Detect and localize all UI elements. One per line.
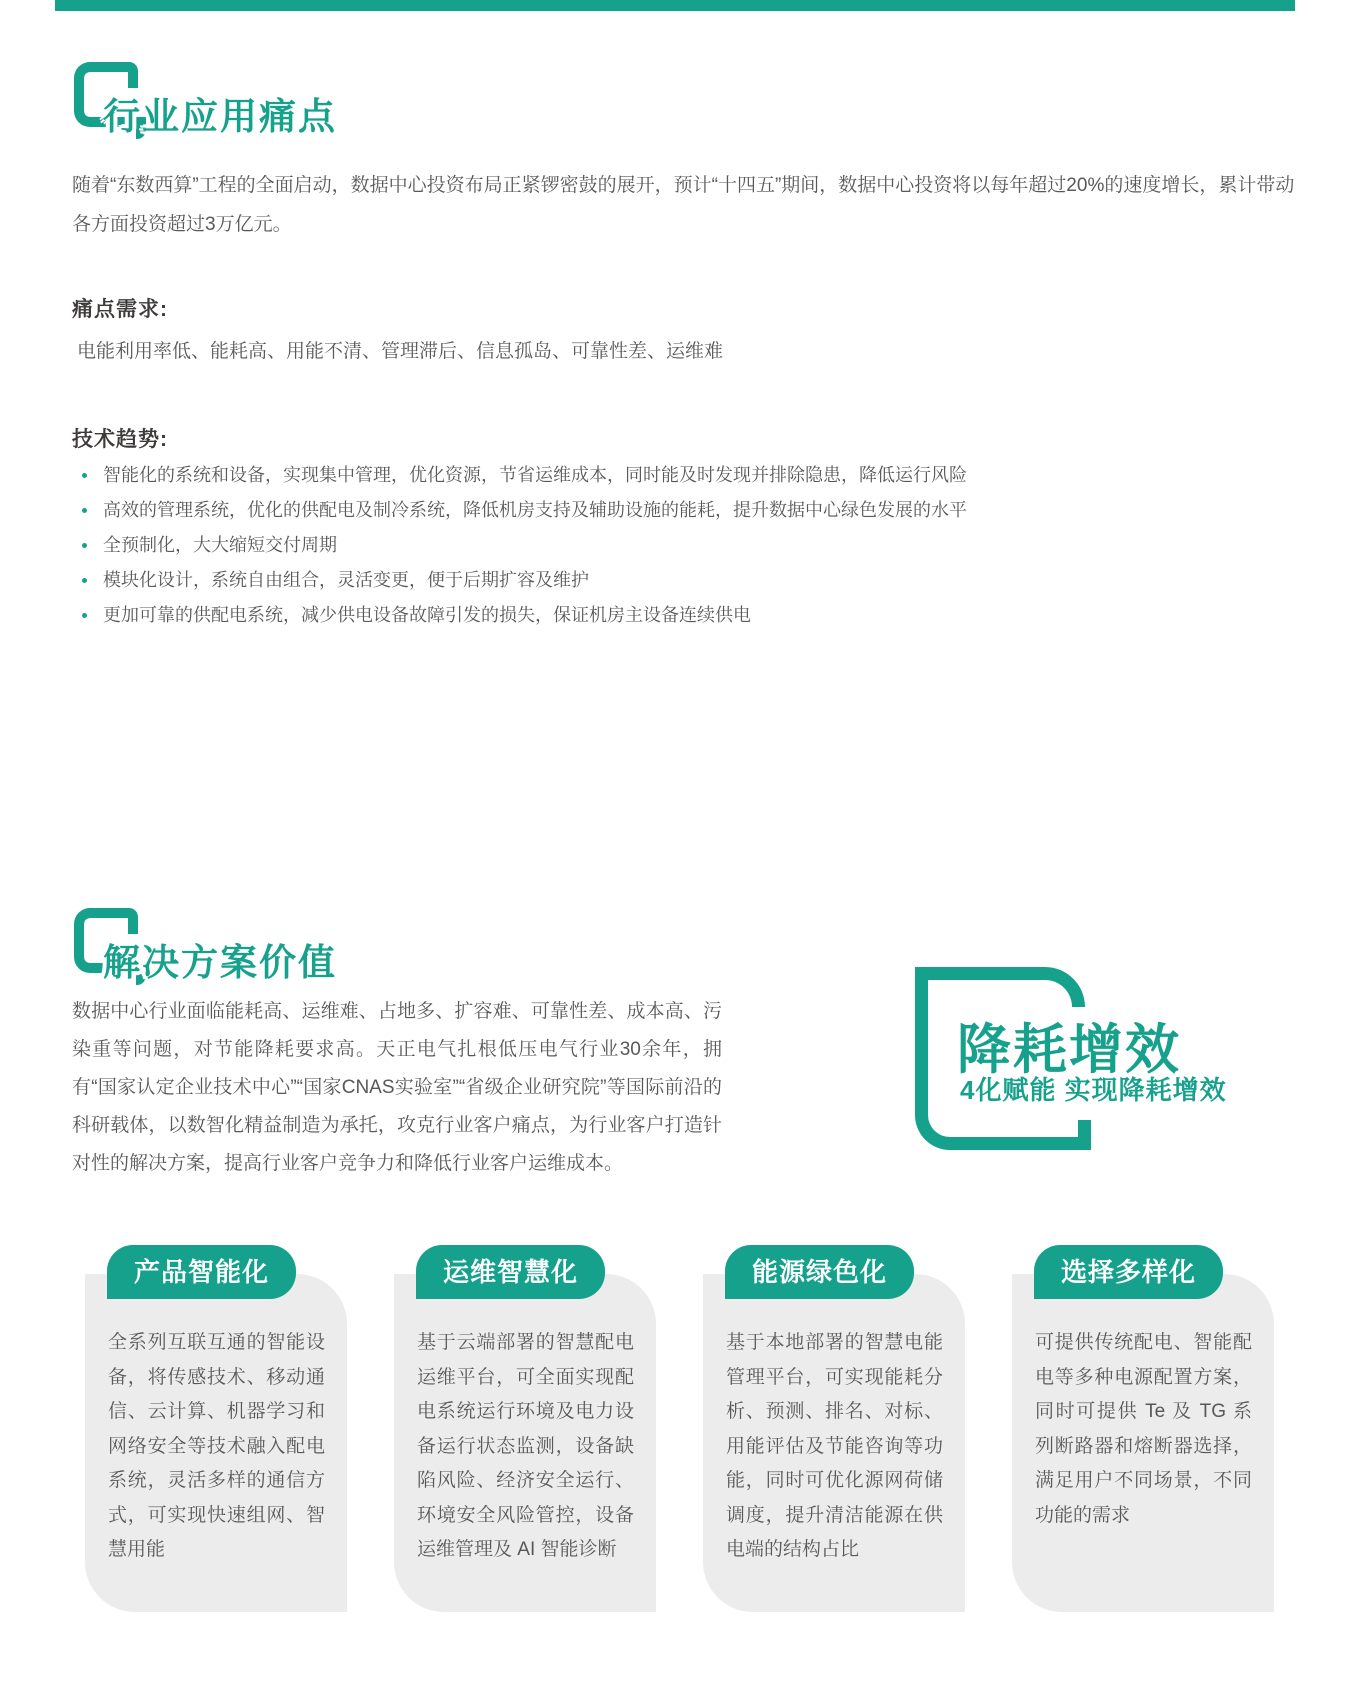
trend-bullet-item — [74, 531, 967, 566]
intro-paragraph: 随着“东数西算”工程的全面启动，数据中心投资布局正紧锣密鼓的展开，预计“十四五”期间，数据中心投资将以每年超过20%的速度增长，累计带动各方面投资超过3万亿元。 — [72, 175, 1295, 235]
card-title-chip: 选择多样化 — [1034, 1245, 1223, 1299]
value-card — [1012, 1245, 1274, 1612]
tech-trend-list — [74, 461, 967, 636]
feature-title: 降耗增效 — [957, 1020, 1181, 1080]
solution-paragraph: 数据中心行业面临能耗高、运维难、占地多、扩容难、可靠性差、成本高、污染重等问题，对节能降耗要求高。天正电气扎根低压电气行业30余年，拥有“国家认定企业技术中心”“国家CNAS实验室”“省级企业研究院”等国际前沿的科研载体，以数智化精益制造为承托，攻克行业客户痛点，为行业客户打造针对性的解决方案，提高行业客户竞争力和降低行业客户运维成本。 — [72, 1001, 722, 1174]
value-card — [703, 1245, 965, 1612]
section-value-header — [74, 908, 337, 986]
feature-callout — [915, 967, 1315, 1167]
card-body-text: 全系列互联互通的智能设备，将传感技术、移动通信、云计算、机器学习和网络安全等技术融入配电系统，灵活多样的通信方式，可实现快速组网、智慧用能 — [108, 1332, 325, 1560]
trend-bullet-item — [74, 566, 967, 601]
trend-bullet-text: 全预制化，大大缩短交付周期 — [103, 535, 337, 555]
tech-trend-heading: 技术趋势: — [72, 428, 168, 451]
card-title-chip: 能源绿色化 — [725, 1245, 914, 1299]
card-title-chip: 产品智能化 — [107, 1245, 296, 1299]
card-body — [1012, 1274, 1274, 1612]
feature-subtitle: 4化赋能 实现降耗增效 — [960, 1075, 1227, 1105]
bullet-dot-icon — [82, 508, 87, 513]
trend-bullet-text: 智能化的系统和设备，实现集中管理，优化资源，节省运维成本，同时能及时发现并排除隐患，降低运行风险 — [103, 465, 967, 485]
bullet-dot-icon — [82, 543, 87, 548]
card-body — [85, 1274, 347, 1612]
pain-demand-heading: 痛点需求: — [72, 298, 168, 321]
card-body — [394, 1274, 656, 1612]
pain-demand-text: 电能利用率低、能耗高、用能不清、管理滞后、信息孤岛、可靠性差、运维难 — [77, 341, 724, 362]
section-pain-title: 行业应用痛点 — [103, 96, 337, 137]
card-body-text: 基于云端部署的智慧配电运维平台，可全面实现配电系统运行环境及电力设备运行状态监测，设备缺陷风险、经济安全运行、环境安全风险管控，设备运维管理及 AI 智能诊断 — [417, 1332, 634, 1560]
bullet-dot-icon — [82, 613, 87, 618]
bullet-dot-icon — [82, 578, 87, 583]
bullet-dot-icon — [82, 473, 87, 478]
card-title-chip: 运维智慧化 — [416, 1245, 605, 1299]
trend-bullet-item — [74, 461, 967, 496]
trend-bullet-text: 更加可靠的供配电系统，减少供电设备故障引发的损失，保证机房主设备连续供电 — [103, 605, 751, 625]
trend-bullet-text: 高效的管理系统，优化的供配电及制冷系统，降低机房支持及辅助设施的能耗，提升数据中心绿色发展的水平 — [103, 500, 967, 520]
trend-bullet-item — [74, 496, 967, 531]
trend-bullet-text: 模块化设计，系统自由组合，灵活变更，便于后期扩容及维护 — [103, 570, 589, 590]
section-pain-header — [74, 62, 337, 140]
trend-bullet-item — [74, 601, 967, 636]
section-value-title: 解决方案价值 — [103, 942, 337, 983]
value-card — [85, 1245, 347, 1612]
value-cards — [85, 1245, 1275, 1615]
card-body-text: 基于本地部署的智慧电能管理平台，可实现能耗分析、预测、排名、对标、用能评估及节能咨询等功能，同时可优化源网荷储调度，提升清洁能源在供电端的结构占比 — [726, 1332, 943, 1560]
card-body-text: 可提供传统配电、智能配电等多种电源配置方案，同时可提供 Te 及 TG 系列断路器和熔断器选择，满足用户不同场景，不同功能的需求 — [1035, 1332, 1252, 1526]
top-accent-bar — [55, 0, 1295, 11]
card-body — [703, 1274, 965, 1612]
value-card — [394, 1245, 656, 1612]
